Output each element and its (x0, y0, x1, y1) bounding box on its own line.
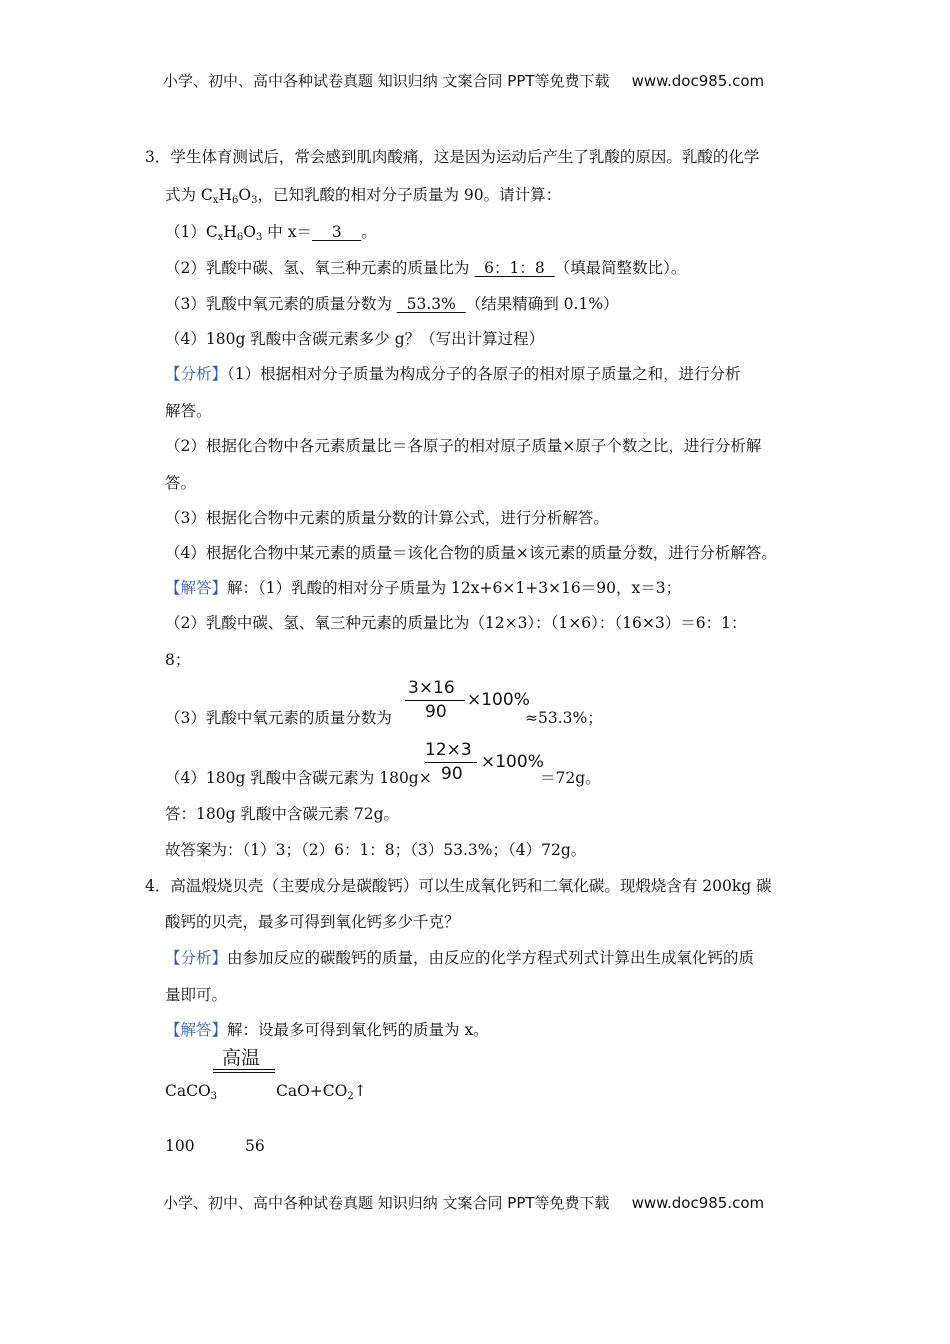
page-header (163, 70, 764, 91)
q3-answer-line2: （2）乳酸中碳、氢、氧三种元素的质量比为（12×3）：（1×6）：（16×3）＝6：1： (165, 614, 747, 632)
header-text: 小学、初中、高中各种试卷真题 知识归纳 文案合同 PPT等免费下载 (163, 72, 610, 90)
q4-analysis-line1: 【分析】由参加反应的碳酸钙的质量，由反应的化学方程式列式计算出生成氧化钙的质 (165, 949, 755, 967)
equation-line-bottom (213, 1072, 275, 1073)
answer-tag: 【解答】 (165, 579, 228, 597)
fraction-numerator: 12×3 (425, 740, 472, 760)
q3-answer-line1: 【解答】解：（1）乳酸的相对分子质量为 12x+6×1+3×16＝90，x＝3； (165, 579, 682, 597)
mass-calcium-oxide: 56 (245, 1137, 265, 1155)
fraction-carbon (425, 740, 545, 788)
q3-stem-line1: 3．学生体育测试后，常会感到肌肉酸痛，这是因为运动后产生了乳酸的原因。乳酸的化学 (145, 148, 760, 166)
q3-part1: $(1)C_xH_6O_3$ 中 x＝ 3 。 (165, 223, 377, 243)
footer-text: 小学、初中、高中各种试卷真题 知识归纳 文案合同 PPT等免费下载 (163, 1194, 610, 1212)
footer-url[interactable]: www.doc985.com (631, 1194, 765, 1212)
fraction-multiplier: ×100% (481, 752, 544, 772)
q3-answer-line4-prefix: （3）乳酸中氧元素的质量分数为 (165, 709, 392, 727)
mass-calcium-carbonate: 100 (165, 1137, 195, 1155)
q3-part3-answer: 53.3% (396, 295, 466, 313)
q4-analysis-line2: 量即可。 (165, 986, 228, 1004)
q3-answer-line4-result: ≈53.3%； (525, 709, 603, 727)
page-footer (163, 1192, 764, 1213)
reaction-condition: 高温 (222, 1047, 261, 1069)
q3-stem-line2: 式为 $C_xH_6O_3$，已知乳酸的相对分子质量为 90。请计算： (165, 186, 562, 206)
fraction-oxygen (405, 678, 530, 726)
q3-part1-answer: 3 (311, 223, 362, 241)
fraction-denominator: 90 (425, 702, 447, 722)
q3-analysis-line1: 【分析】（1）根据相对分子质量为构成分子的各原子的相对原子质量之和，进行分析 (165, 365, 741, 383)
q4-answer-line1: 【解答】解：设最多可得到氧化钙的质量为 x。 (165, 1021, 489, 1039)
analysis-tag: 【分析】 (165, 365, 228, 383)
answer-tag: 【解答】 (165, 1021, 228, 1039)
fraction-multiplier: ×100% (467, 690, 530, 710)
header-url[interactable]: www.doc985.com (631, 72, 765, 90)
q3-answer-line3: 8； (165, 651, 191, 669)
q4-stem-line2: 酸钙的贝壳，最多可得到氧化钙多少千克？ (165, 913, 460, 931)
analysis-tag: 【分析】 (165, 949, 228, 967)
q3-part3: （3）乳酸中氧元素的质量分数为 53.3% （结果精确到 0.1%） (165, 295, 619, 313)
q3-analysis-line2: 解答。 (165, 402, 212, 420)
q3-analysis-line3: （2）根据化合物中各元素质量比＝各原子的相对原子质量×原子个数之比，进行分析解 (165, 437, 762, 455)
q3-answer-line5-prefix: （4）180g 乳酸中含碳元素为 180g× (165, 769, 432, 787)
q3-analysis-line4: 答。 (165, 474, 197, 492)
q3-final-answer: 故答案为：（1）3；（2）6：1：8；（3）53.3%；（4）72g。 (165, 841, 587, 859)
q3-analysis-line6: （4）根据化合物中某元素的质量＝该化合物的质量×该元素的质量分数，进行分析解答。 (165, 544, 777, 562)
q3-part4: （4）180g 乳酸中含碳元素多少 g？（写出计算过程） (165, 330, 545, 348)
equation-line-top (213, 1069, 275, 1070)
q3-answer-line5-result: ＝72g。 (540, 769, 601, 787)
q4-stem-line1: 4．高温煅烧贝壳（主要成分是碳酸钙）可以生成氧化钙和二氧化碳。现煅烧含有 200kg 碳 (145, 877, 772, 895)
q3-part2-answer: 6：1：8 (474, 259, 555, 277)
equation-product: $CaO+CO_2↑$ (276, 1082, 367, 1102)
q3-part2: （2）乳酸中碳、氢、氧三种元素的质量比为 6：1：8 （填最简整数比）。 (165, 259, 687, 277)
equation-reactant: CaCO$_3$ (165, 1082, 218, 1102)
q3-analysis-line5: （3）根据化合物中元素的质量分数的计算公式，进行分析解答。 (165, 509, 609, 527)
fraction-denominator: 90 (441, 764, 463, 784)
q3-conclusion: 答：180g 乳酸中含碳元素 72g。 (165, 805, 400, 823)
fraction-numerator: 3×16 (408, 678, 455, 698)
